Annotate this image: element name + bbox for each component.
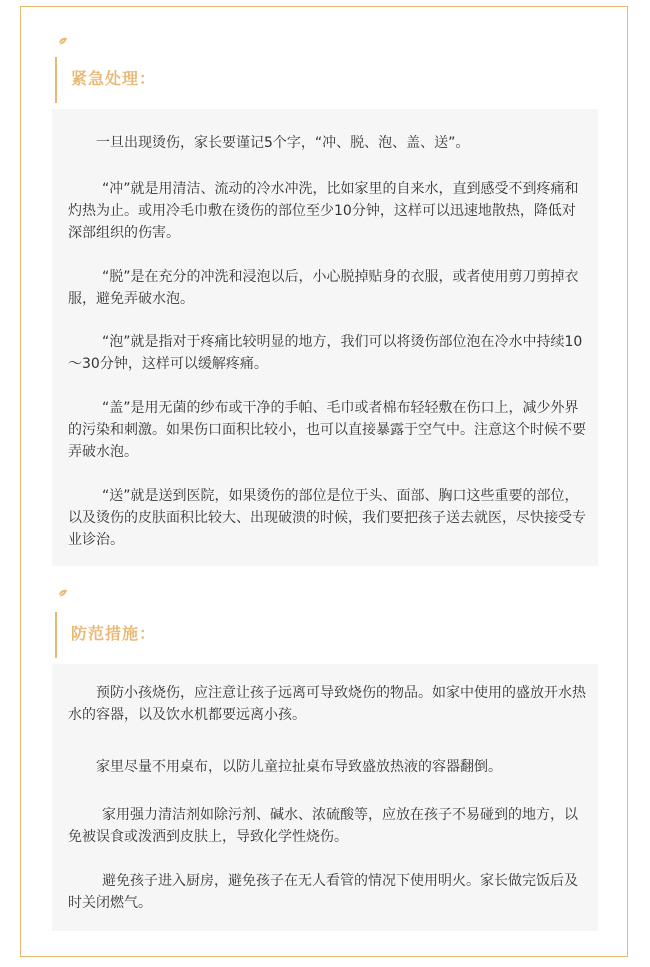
section-header-emergency: [55, 57, 615, 103]
content-box-emergency: [52, 109, 598, 566]
paragraph: “冲”就是用清洁、流动的冷水冲洗，比如家里的自来水，直到感受不到疼痛和灼热为止。或用冷毛巾敷在烫伤的部位至少10分钟，这样可以迅速地散热，降低对深部组织的伤害。: [68, 181, 579, 241]
paragraph: 一旦出现烫伤，家长要谨记5个字，“冲、脱、泡、盖、送”。: [96, 135, 470, 151]
title-accent-bar: [55, 612, 57, 658]
section-title: 防范措施：: [71, 624, 157, 643]
content-box-prevention: [52, 664, 598, 931]
paragraph: 避免孩子进入厨房，避免孩子在无人看管的情况下使用明火。家长做完饭后及时关闭燃气。: [68, 873, 578, 911]
paragraph: “盖”是用无菌的纱布或干净的手帕、毛巾或者棉布轻轻敷在伤口上，减少外界的污染和刺激。如果伤口面积比较小，也可以直接暴露于空气中。注意这个时候不要弄破水泡。: [68, 400, 586, 460]
paragraph: “送”就是送到医院，如果烫伤的部位是位于头、面部、胸口这些重要的部位，以及烫伤的皮肤面积比较大、出现破溃的时候，我们要把孩子送去就医，尽快接受专业诊治。: [68, 488, 586, 548]
paragraph: 家用强力清洁剂如除污剂、碱水、浓硫酸等，应放在孩子不易碰到的地方，以免被误食或泼洒到皮肤上，导致化学性烧伤。: [68, 807, 578, 845]
title-accent-bar: [55, 57, 57, 103]
paragraph: 家里尽量不用桌布，以防儿童拉扯桌布导致盛放热液的容器翻倒。: [96, 759, 502, 775]
section-header-prevention: [55, 612, 615, 658]
paragraph: “脱”是在充分的冲洗和浸泡以后，小心脱掉贴身的衣服，或者使用剪刀剪掉衣服，避免弄破水泡。: [68, 269, 579, 307]
leaf-icon: [58, 588, 68, 598]
section-title: 紧急处理：: [71, 69, 157, 88]
paragraph: “泡”就是指对于疼痛比较明显的地方，我们可以将烫伤部位泡在冷水中持续10～30分钟，这样可以缓解疼痛。: [68, 334, 583, 372]
paragraph: 预防小孩烧伤，应注意让孩子远离可导致烧伤的物品。如家中使用的盛放开水热水的容器，以及饮水机都要远离小孩。: [68, 685, 586, 723]
leaf-icon: [58, 36, 68, 46]
